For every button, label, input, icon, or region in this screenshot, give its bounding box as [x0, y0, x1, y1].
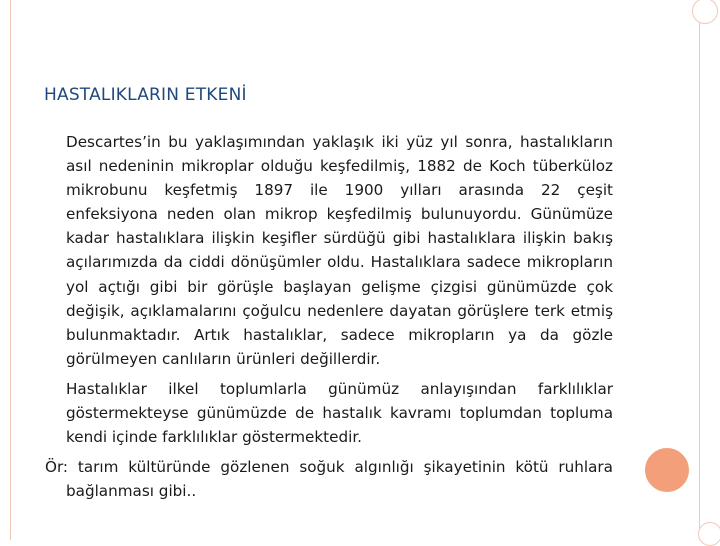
paragraph-discovery-of-microbes: Descartes’in bu yaklaşımından yaklaşık iki yüz yıl sonra, hastalıkların asıl nedeninin mikroplar olduğu keşfedilmiş, 1882 de Koch tüberküloz mikrobunu keşfetmiş 1897 ile 1900 yılları arasında 22 çeşit enfeksiyona neden olan mikrop keşfedilmiş bulunuyordu. Günümüze kadar hastalıklara ilişkin keşifler sürdüğü gibi hastalıklara ilişkin bakış açılarımızda da ciddi dönüşümler oldu. Hastalıklara sadece mikropların yol açtığı gibi bir görüşle başlayan gelişme çizgisi günümüzde çok değişik, açıklamalarını çoğulcu nedenlere dayatan görüşlere terk etmiş bulunmaktadır. Artık hastalıklar, sadece mikropların ya da gözle görülmeyen canlıların ürünleri değillerdir. — [66, 133, 613, 368]
decorative-circle-accent — [645, 448, 689, 492]
slide-title: HASTALIKLARIN ETKENİ — [44, 85, 247, 105]
paragraph-cultural-differences: Hastalıklar ilkel toplumlarla günümüz anlayışından farklılıklar göstermekteyse günümüzde de hastalık kavramı toplumdan topluma kendi içinde farklılıklar göstermektedir. — [66, 380, 613, 447]
paragraph-example: Ör: tarım kültüründe gözlenen soğuk algınlığı şikayetinin kötü ruhlara bağlanması gibi.. — [45, 458, 613, 501]
decorative-circle-top — [692, 0, 718, 24]
decorative-circle-bottom — [698, 522, 720, 546]
